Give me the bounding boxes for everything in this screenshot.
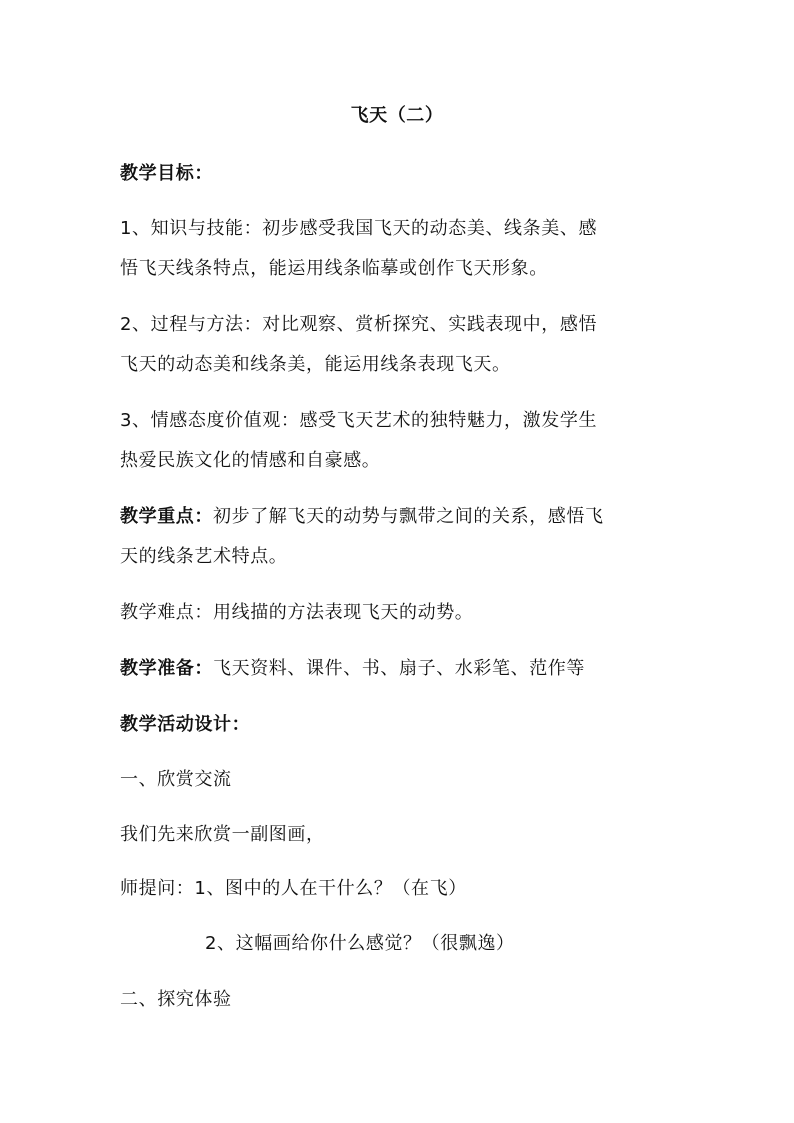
- section-1-intro: 我们先来欣赏一副图画，: [120, 824, 325, 845]
- section-2-heading: 二、探究体验: [120, 989, 232, 1010]
- document-title: 飞天（二）: [350, 105, 444, 126]
- objectives-heading: 教学目标：: [120, 163, 213, 184]
- objective-1-line-1: 1、知识与技能：初步感受我国飞天的动态美、线条美、感: [120, 218, 598, 239]
- preparation-line: [120, 657, 585, 681]
- objective-1-line-2: 悟飞天线条特点，能运用线条临摹或创作飞天形象。: [120, 258, 548, 279]
- preparation-text: 飞天资料、课件、书、扇子、水彩笔、范作等: [213, 658, 585, 679]
- objective-3-line-1: 3、情感态度价值观：感受飞天艺术的独特魅力，激发学生: [120, 410, 598, 431]
- keypoint-text: 初步了解飞天的动势与飘带之间的关系，感悟飞: [213, 506, 604, 527]
- objective-3-line-2: 热爱民族文化的情感和自豪感。: [120, 450, 381, 471]
- objective-2-line-1: 2、过程与方法：对比观察、赏析探究、实践表现中，感悟: [120, 314, 598, 335]
- objective-2-line-2: 飞天的动态美和线条美，能运用线条表现飞天。: [120, 354, 511, 375]
- question-1: 师提问：1、图中的人在干什么？（在飞）: [120, 878, 467, 899]
- preparation-label: 教学准备：: [120, 658, 213, 679]
- activity-heading: 教学活动设计：: [120, 714, 251, 735]
- keypoint-line-1: [120, 505, 604, 529]
- section-1-heading: 一、欣赏交流: [120, 769, 232, 790]
- keypoint-label: 教学重点：: [120, 506, 213, 527]
- question-2: 2、这幅画给你什么感觉？（很飘逸）: [205, 933, 515, 954]
- difficulty-line: 教学难点：用线描的方法表现飞天的动势。: [120, 602, 474, 623]
- keypoint-line-2: 天的线条艺术特点。: [120, 546, 288, 567]
